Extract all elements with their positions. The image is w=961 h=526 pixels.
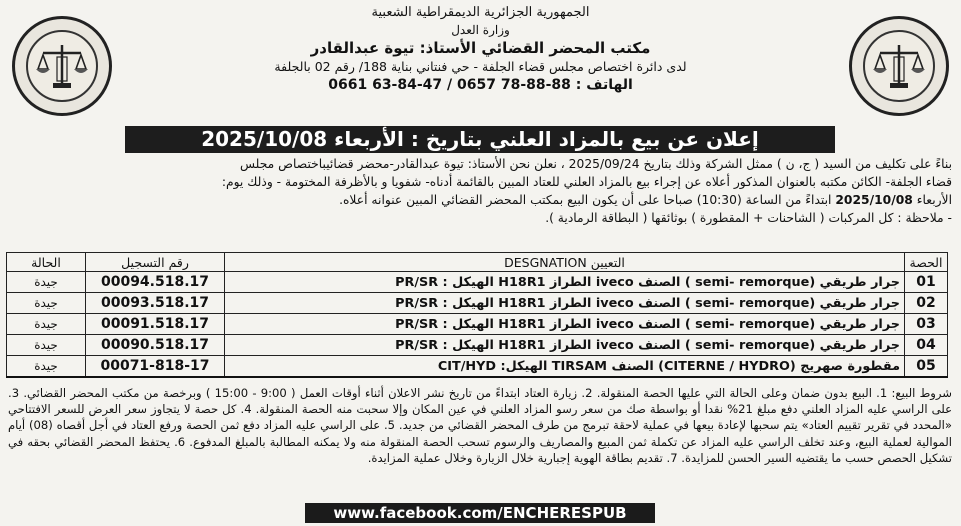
phone-numbers: 0661 63-84-47 / 0657 78-88-88	[328, 77, 571, 93]
notice-intro	[8, 155, 952, 227]
lot-state: جيدة	[7, 272, 86, 293]
lot-designation: مقطورة صهريج (CITERNE / HYDRO) الصنف TIRSAM الهيكل: CIT/HYD	[225, 356, 905, 378]
lot-state: جيدة	[7, 314, 86, 335]
table-row	[7, 272, 948, 293]
lots-table	[6, 252, 948, 378]
lot-designation: جرار طريقي (semi- remorque ) الصنف iveco الطراز H18R1 الهيكل : PR/SR	[225, 335, 905, 356]
letterhead	[150, 4, 811, 95]
lot-registration: 00093.518.17	[86, 293, 225, 314]
office-name: مكتب المحضر القضائي الأستاذ: تيوة عبدالقادر	[310, 39, 651, 57]
ministry-name: وزارة العدل	[451, 23, 510, 37]
table-row	[7, 356, 948, 378]
lot-number: 03	[905, 314, 948, 335]
lot-registration: 00091.518.17	[86, 314, 225, 335]
header-lot: الحصة	[905, 253, 948, 272]
header-designation: التعيين DESGNATION	[225, 253, 905, 272]
header-registration: رقم التسجيل	[86, 253, 225, 272]
lot-number: 01	[905, 272, 948, 293]
conditions-text: شروط البيع: 1. البيع بدون ضمان وعلى الحالة التي عليها الحصة المنقولة. 2. زيارة العتاد ابتداءً من تاريخ نشر الاعلان أثناء أوقات العمل ( 9:00 - 15:00 ) وبرخصة من مكتب المحضر القضائي. 3. على الراسي عليه المزاد العلني دفع مبلغ 21% نقدا أو بواسطة صك من سعر رسو المزاد العلني في عين المكان وإلا سحبت منه الحصة المنقولة. 4. كل حصة لا يتجاوز سعر العرض للسعر الافتتاحي «المحدد في تقرير تقييم العتاد» يتم سحبها لإعادة بيعها في عملية لاحقة تبرمج من طرف المحضر القضائي من جديد. 5. على الراسي عليه المزاد دفع ثمن الحصة ورفع العتاد في أجل أقصاه (08) أيام الموالية لعملية البيع، وعند تخلف الراسي عليه المزاد عن تكملة ثمن المبيع والمصاريف والرسوم تسحب الحصة المنقولة منه ولا يمكنه المطالبة بالمبلغ المدفوع. 6. يحتفظ المحضر القضائي بحقه في تشكيل الحصص حسب ما يقتضيه السير الحسن للمزايدة. 7. تقديم بطاقة الهوية إجبارية خلال الزيارة وخلال عملية المزايدة.	[8, 386, 953, 465]
table-row	[7, 335, 948, 356]
sale-date: 2025/10/08	[835, 193, 913, 207]
justice-scales-seal-icon	[849, 16, 949, 116]
lot-number: 05	[905, 356, 948, 378]
table-row	[7, 293, 948, 314]
table-header-row	[7, 253, 948, 272]
sale-time-text: ابتداءً من الساعة (10:30) صباحا على أن يكون البيع بمكتب المحضر القضائي المبين عنوانه أعلاه.	[339, 193, 832, 207]
lot-number: 04	[905, 335, 948, 356]
phone-label: الهاتف :	[575, 77, 633, 93]
lot-registration: 00071-818-17	[86, 356, 225, 378]
phone-line	[150, 76, 811, 95]
intro-line	[8, 191, 952, 209]
lot-designation: جرار طريقي (semi- remorque ) الصنف iveco الطراز H18R1 الهيكل : PR/SR	[225, 314, 905, 335]
lot-designation: جرار طريقي (semi- remorque ) الصنف iveco الطراز H18R1 الهيكل : PR/SR	[225, 293, 905, 314]
lot-registration: 00094.518.17	[86, 272, 225, 293]
notice-title: إعلان عن بيع بالمزاد العلني بتاريخ : الأربعاء 2025/10/08	[125, 126, 835, 153]
justice-scales-seal-icon	[12, 16, 112, 116]
intro-line: قضاء الجلفة- الكائن مكتبه بالعنوان المذكور أعلاه عن إجراء بيع بالمزاد العلني للعتاد المبين بالقائمة أدناه- شفويا و بالأظرفة المختومة - وذلك يوم:	[221, 175, 952, 189]
intro-line: بناءً على تكليف من السيد ( ج، ن ) ممثل الشركة وذلك بتاريخ 2025/09/24 ، نعلن نحن الأستاذ: تيوة عبدالقادر-محضر قضائيباختصاص مجلس	[239, 157, 952, 171]
lot-registration: 00090.518.17	[86, 335, 225, 356]
lot-state: جيدة	[7, 335, 86, 356]
sale-conditions	[8, 385, 952, 466]
header-state: الحالة	[7, 253, 86, 272]
lot-state: جيدة	[7, 356, 86, 378]
lot-designation: جرار طريقي (semi- remorque ) الصنف iveco الطراز H18R1 الهيكل : PR/SR	[225, 272, 905, 293]
office-address: لدى دائرة اختصاص مجلس قضاء الجلفة - حي فنتاني بناية 188/ رقم 02 بالجلفة	[274, 59, 687, 74]
sale-day: الأربعاء	[916, 193, 952, 207]
intro-note: - ملاحظة : كل المركبات ( الشاحنات + المقطورة ) بوثائقها ( البطاقة الرمادية ).	[545, 211, 952, 225]
lot-state: جيدة	[7, 293, 86, 314]
facebook-link[interactable]: www.facebook.com/ENCHERESPUB	[305, 503, 655, 523]
republic-name: الجمهورية الجزائرية الديمقراطية الشعبية	[371, 5, 590, 20]
lot-number: 02	[905, 293, 948, 314]
table-row	[7, 314, 948, 335]
